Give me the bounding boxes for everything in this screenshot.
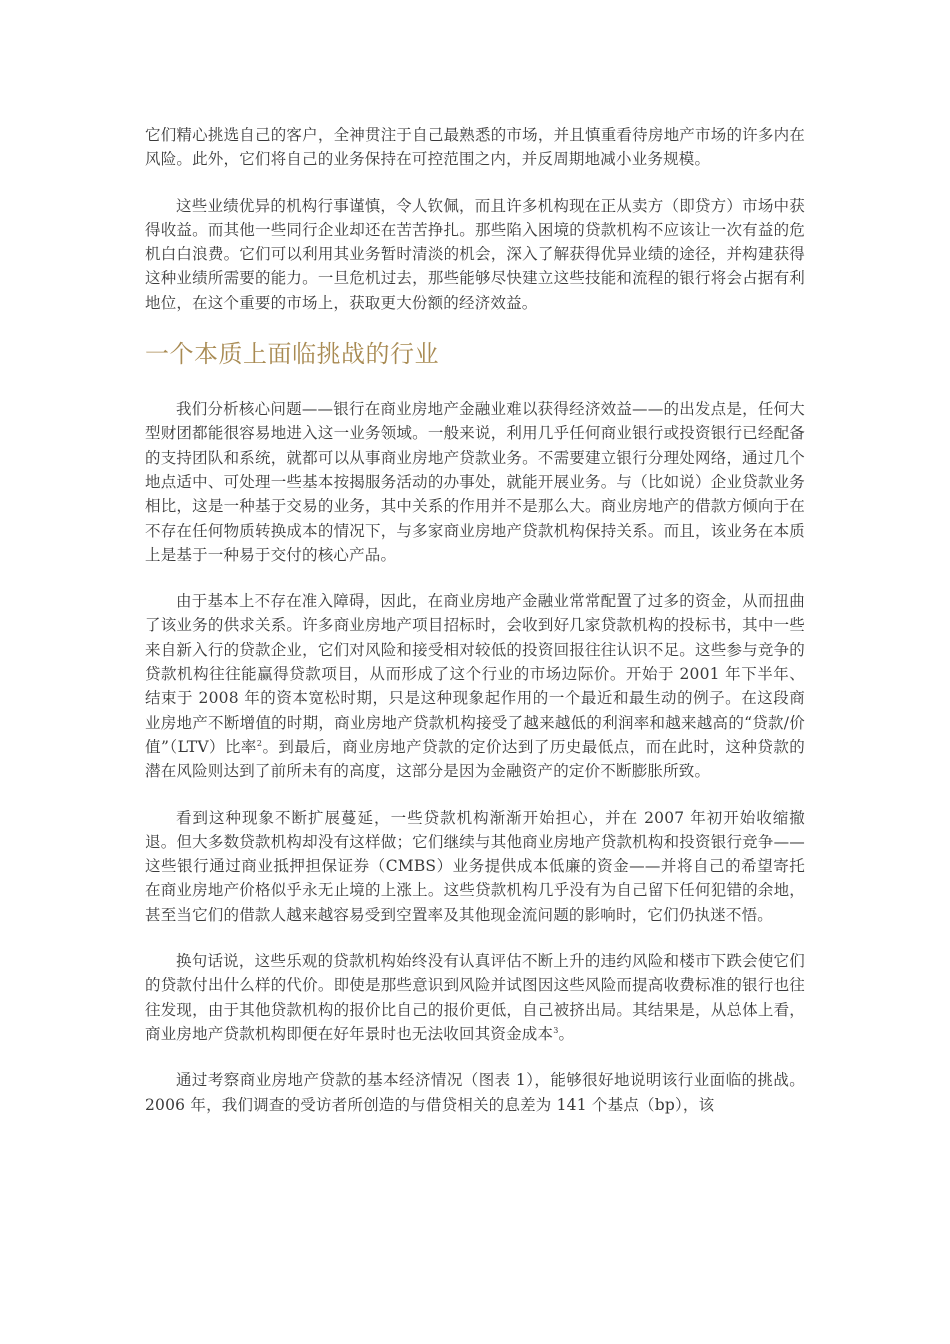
paragraph-6-text-a: 换句话说，这些乐观的贷款机构始终没有认真评估不断上升的违约风险和楼市下跌会使它们的贷款付出什么样的代价。即使是那些意识到风险并试图因这些风险而提高收费标准的银行也往往发现，由于其他贷款机构的报价比自己的报价更低，自己被挤出局。其结果是，从总体上看，商业房地产贷款机构即便在好年景时也无法收回其资金成本 <box>145 952 805 1043</box>
document-page <box>145 123 805 1139</box>
paragraph-2: 这些业绩优异的机构行事谨慎，令人钦佩，而且许多机构现在正从卖方（即贷方）市场中获得收益。而其他一些同行企业却还在苦苦挣扎。那些陷入困境的贷款机构不应该让一次有益的危机白白浪费。它们可以利用其业务暂时清淡的机会，深入了解获得优异业绩的途径，并构建获得这种业绩所需要的能力。一旦危机过去，那些能够尽快建立这些技能和流程的银行将会占据有利地位，在这个重要的市场上，获取更大份额的经济效益。 <box>145 196 805 312</box>
paragraph-7: 通过考察商业房地产贷款的基本经济情况（图表 1），能够很好地说明该行业面临的挑战。2006 年，我们调查的受访者所创造的与借贷相关的息差为 141 个基点（bp），该 <box>145 1071 805 1114</box>
paragraph-4-text-b: 。到最后，商业房地产贷款的定价达到了历史最低点，而在此时，这种贷款的潜在风险则达到了前所未有的高度，这部分是因为金融资产的定价不断膨胀所致。 <box>145 737 805 781</box>
paragraph-5: 看到这种现象不断扩展蔓延，一些贷款机构渐渐开始担心，并在 2007 年初开始收缩撤退。但大多数贷款机构却没有这样做；它们继续与其他商业房地产贷款机构和投资银行竞争——这些银行通过商业抵押担保证券（CMBS）业务提供成本低廉的资金——并将自己的希望寄托在商业房地产价格似乎永无止境的上涨上。这些贷款机构几乎没有为自己留下任何犯错的余地，甚至当它们的借款人越来越容易受到空置率及其他现金流问题的影响时，它们仍执迷不悟。 <box>145 808 805 924</box>
paragraph-4-text-a: 由于基本上不存在准入障碍，因此，在商业房地产金融业常常配置了过多的资金，从而扭曲了该业务的供求关系。许多商业房地产项目招标时，会收到好几家贷款机构的投标书，其中一些来自新入行的贷款企业，它们对风险和接受相对较低的投资回报往往认识不足。这些参与竞争的贷款机构往往能赢得贷款项目，从而形成了这个行业的市场边际价。开始于 2001 年下半年、结束于 2008 年的资本宽松时期，只是这种现象起作用的一个最近和最生动的例子。在这段商业房地产不断增值的时期，商业房地产贷款机构接受了越来越低的利润率和越来越高的“贷款/价值”（LTV）比率 <box>145 592 805 756</box>
paragraph-3: 我们分析核心问题——银行在商业房地产金融业难以获得经济效益——的出发点是，任何大型财团都能很容易地进入这一业务领域。一般来说，利用几乎任何商业银行或投资银行已经配备的支持团队和系统，就都可以从事商业房地产贷款业务。不需要建立银行分理处网络，通过几个地点适中、可处理一些基本按揭服务活动的办事处，就能开展业务。与（比如说）企业贷款业务相比，这是一种基于交易的业务，其中关系的作用并不是那么大。商业房地产的借款方倾向于在不存在任何物质转换成本的情况下，与多家商业房地产贷款机构保持关系。而且，该业务在本质上是基于一种易于交付的核心产品。 <box>145 400 805 564</box>
footnote-marker-2[interactable]: 2 <box>256 738 263 748</box>
paragraph-4 <box>145 589 805 783</box>
section-heading: 一个本质上面临挑战的行业 <box>145 340 439 369</box>
paragraph-6-text-b: 。 <box>558 1024 575 1043</box>
paragraph-6 <box>145 949 805 1046</box>
paragraph-1: 它们精心挑选自己的客户，全神贯注于自己最熟悉的市场，并且慎重看待房地产市场的许多内在风险。此外，它们将自己的业务保持在可控范围之内，并反周期地减小业务规模。 <box>145 126 805 169</box>
footnote-marker-3[interactable]: 3 <box>553 1025 559 1035</box>
